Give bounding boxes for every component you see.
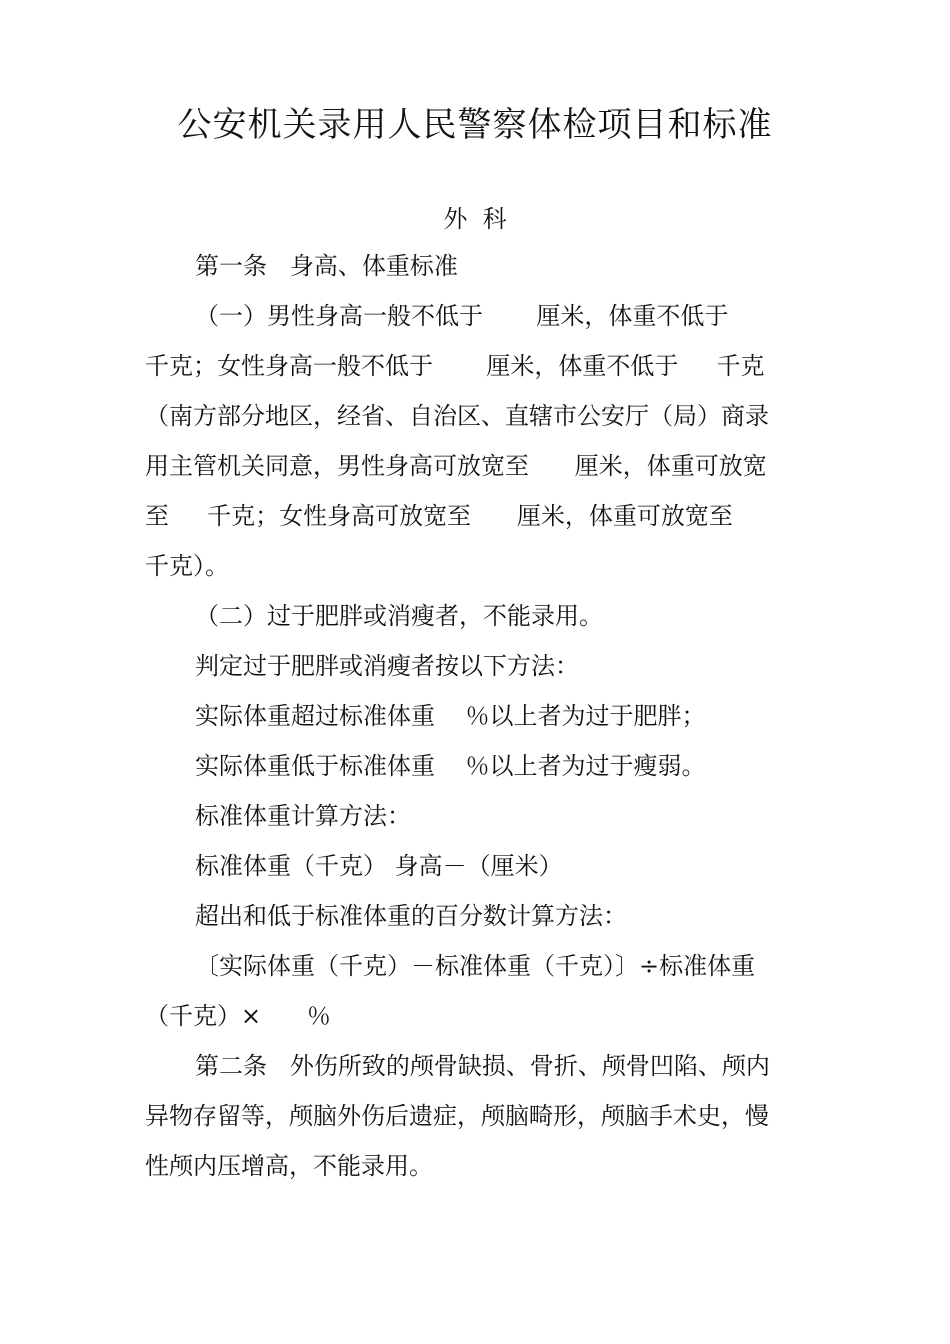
paragraph-line: 第一条 身高、体重标准 xyxy=(195,252,458,280)
paragraph-line: （千克）× ％ xyxy=(145,1002,331,1030)
paragraph-line: 标准体重（千克） 身高－（厘米） xyxy=(195,852,563,880)
paragraph-line: （南方部分地区，经省、自治区、直辖市公安厅（局）商录 xyxy=(145,402,769,430)
paragraph-line: （一）男性身高一般不低于 厘米，体重不低于 xyxy=(195,302,729,330)
paragraph-line: 千克；女性身高一般不低于 厘米，体重不低于 千克 xyxy=(145,352,765,380)
paragraph-line: 实际体重低于标准体重 ％以上者为过于瘦弱。 xyxy=(195,752,706,780)
paragraph-line: 性颅内压增高，不能录用。 xyxy=(145,1152,433,1180)
paragraph-line: 实际体重超过标准体重 ％以上者为过于肥胖； xyxy=(195,702,706,730)
paragraph-line: （二）过于肥胖或消瘦者，不能录用。 xyxy=(195,602,603,630)
section-heading: 外 科 xyxy=(443,205,507,233)
document-title: 公安机关录用人民警察体检项目和标准 xyxy=(177,105,773,145)
paragraph-line: 〔实际体重（千克）－标准体重（千克）〕÷标准体重 xyxy=(195,952,756,980)
paragraph-line: 用主管机关同意，男性身高可放宽至 厘米，体重可放宽 xyxy=(145,452,767,480)
paragraph-line: 至 千克；女性身高可放宽至 厘米，体重可放宽至 xyxy=(145,502,733,530)
paragraph-line: 判定过于肥胖或消瘦者按以下方法： xyxy=(195,652,579,680)
paragraph-line: 千克）。 xyxy=(145,552,229,580)
paragraph-line: 标准体重计算方法： xyxy=(195,802,411,830)
paragraph-line: 超出和低于标准体重的百分数计算方法： xyxy=(195,902,627,930)
paragraph-line: 异物存留等，颅脑外伤后遗症，颅脑畸形，颅脑手术史，慢 xyxy=(145,1102,769,1130)
paragraph-line: 第二条 外伤所致的颅骨缺损、骨折、颅骨凹陷、颅内 xyxy=(195,1052,770,1080)
